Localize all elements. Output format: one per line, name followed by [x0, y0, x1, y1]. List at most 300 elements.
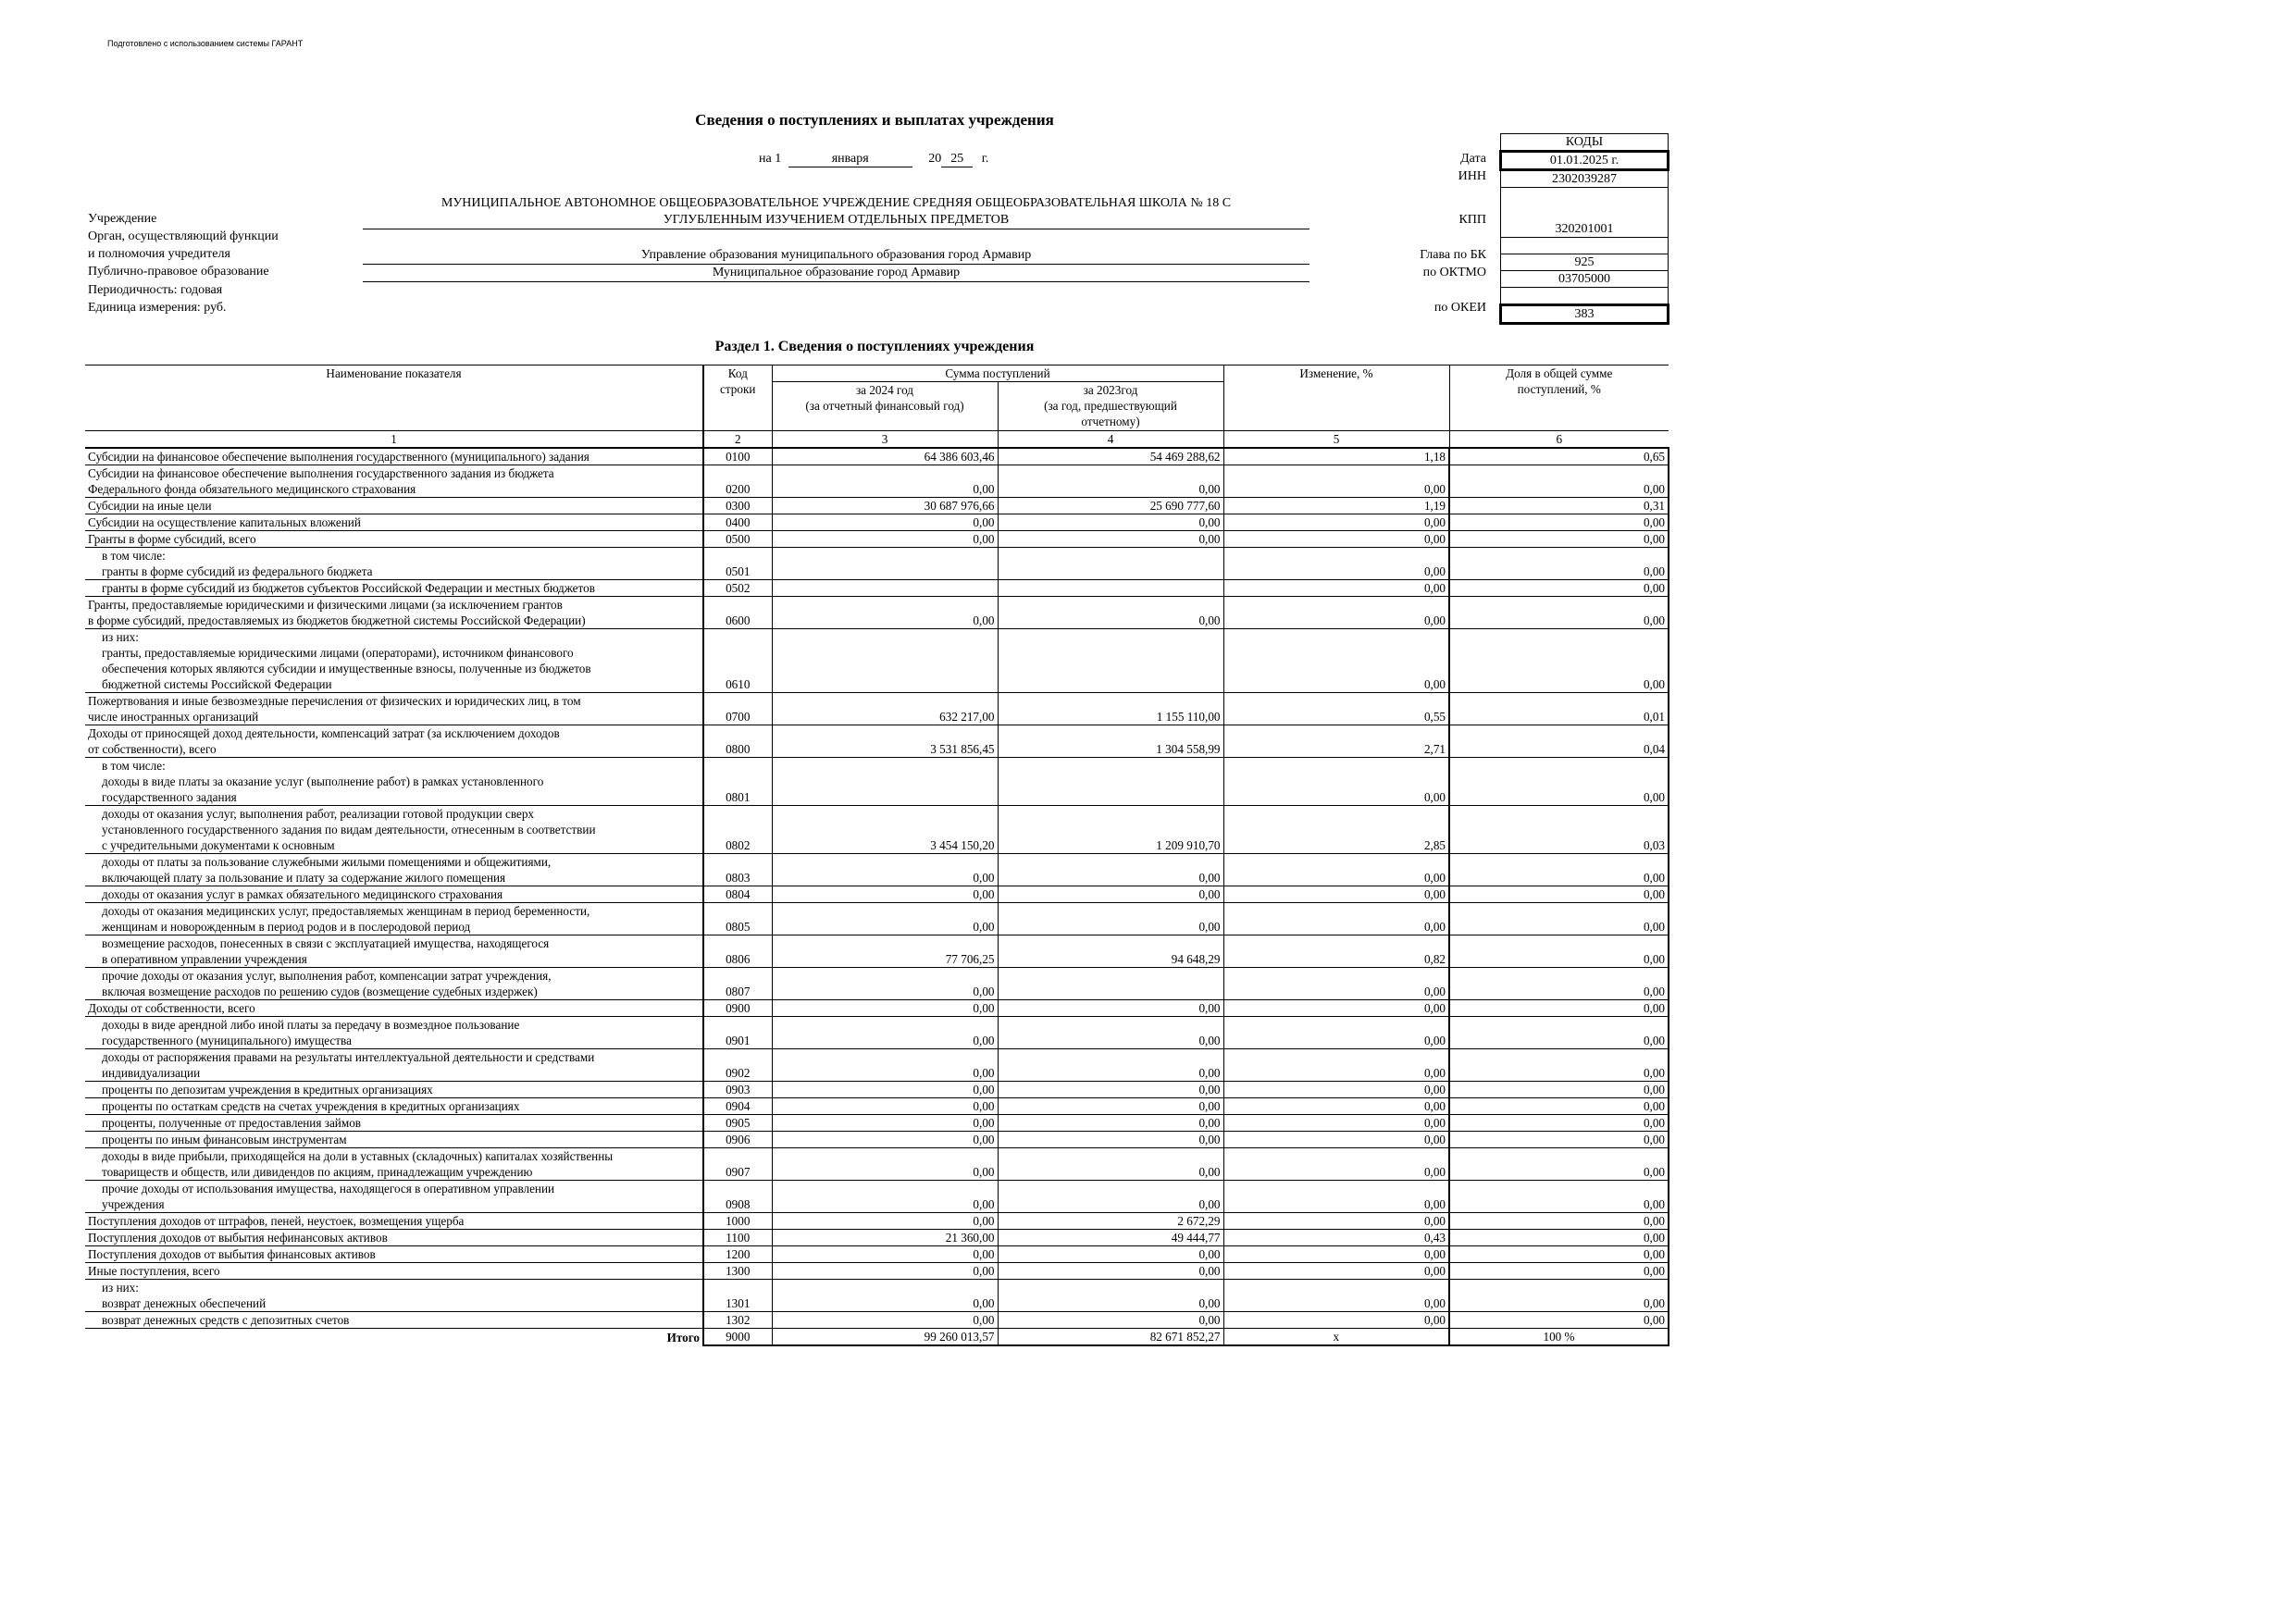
table-row	[85, 1280, 1669, 1312]
table-row	[85, 514, 1669, 531]
table-row	[85, 1098, 1669, 1115]
row-name: Иные поступления, всего	[85, 1263, 703, 1280]
table-row	[85, 1000, 1669, 1017]
row-value-2023: 0,00	[998, 1049, 1223, 1082]
row-share: 0,00	[1449, 1115, 1669, 1132]
row-name: доходы от платы за пользование служебными жилыми помещениями и общежитиями, включающей плату за пользование и плату за содержание жилого помещения	[85, 854, 703, 886]
row-change: 0,00	[1223, 1280, 1449, 1312]
unit-of-measure: Единица измерения: руб.	[88, 301, 227, 315]
row-value-2023: 0,00	[998, 1246, 1223, 1263]
row-change: 0,55	[1223, 693, 1449, 725]
row-name: Пожертвования и иные безвозмездные перечисления от физических и юридических лиц, в том числе иностранных организаций	[85, 693, 703, 725]
table-row	[85, 629, 1669, 693]
codes-blank-cell	[1501, 188, 1669, 222]
row-name: Гранты в форме субсидий, всего	[85, 531, 703, 548]
row-code: 0802	[703, 806, 772, 854]
row-change: 1,18	[1223, 448, 1449, 465]
row-value-2024: 30 687 976,66	[772, 498, 998, 514]
row-value-2024: 0,00	[772, 968, 998, 1000]
row-share: 0,00	[1449, 1098, 1669, 1115]
codes-okei-label: по ОКЕИ	[1433, 301, 1486, 315]
row-value-2023	[998, 580, 1223, 597]
row-share: 0,00	[1449, 548, 1669, 580]
row-change: 0,00	[1223, 514, 1449, 531]
col-2024-header	[772, 382, 998, 431]
row-value-2024: 0,00	[772, 1098, 998, 1115]
table-row	[85, 1049, 1669, 1082]
row-change: 0,00	[1223, 1132, 1449, 1148]
row-share: 0,00	[1449, 1263, 1669, 1280]
row-value-2024: 3 454 150,20	[772, 806, 998, 854]
row-name: Поступления доходов от выбытия финансовых активов	[85, 1246, 703, 1263]
colnum-1: 1	[85, 431, 703, 449]
total-row	[85, 1329, 1669, 1346]
row-code: 0300	[703, 498, 772, 514]
colnum-3: 3	[772, 431, 998, 449]
row-name: возврат денежных средств с депозитных счетов	[85, 1312, 703, 1329]
codes-table	[1499, 133, 1669, 325]
codes-kpp-label: КПП	[1458, 213, 1486, 227]
row-code: 1100	[703, 1230, 772, 1246]
colnum-5: 5	[1223, 431, 1449, 449]
row-change: 0,00	[1223, 465, 1449, 498]
row-name: прочие доходы от использования имущества, находящегося в оперативном управлении учреждения	[85, 1181, 703, 1213]
table-row	[85, 1246, 1669, 1263]
row-value-2024	[772, 548, 998, 580]
row-value-2024: 0,00	[772, 903, 998, 935]
table-row	[85, 531, 1669, 548]
codes-bk-label: Глава по БК	[1420, 248, 1486, 262]
row-name: в том числе: гранты в форме субсидий из федерального бюджета	[85, 548, 703, 580]
row-share: 0,00	[1449, 580, 1669, 597]
row-value-2023: 0,00	[998, 1148, 1223, 1181]
table-row	[85, 1132, 1669, 1148]
periodicity: Периодичность: годовая	[88, 283, 223, 297]
colnum-6: 6	[1449, 431, 1669, 449]
table-row	[85, 693, 1669, 725]
row-change: 0,00	[1223, 1312, 1449, 1329]
row-value-2023: 0,00	[998, 531, 1223, 548]
row-name: Поступления доходов от выбытия нефинансовых активов	[85, 1230, 703, 1246]
row-name: из них: гранты, предоставляемые юридическими лицами (операторами), источником финансового обеспечения которых являются субсидии и имущественные взносы, полученные из бюджетов бюджетной системы Российской Федерации	[85, 629, 703, 693]
codes-kpp-value: 320201001	[1501, 221, 1669, 238]
row-name: Гранты, предоставляемые юридическими и физическими лицами (за исключением грантов в форме субсидий, предоставляемых из бюджетов бюджетной системы Российской Федерации)	[85, 597, 703, 629]
table-row	[85, 903, 1669, 935]
row-value-2023: 0,00	[998, 903, 1223, 935]
row-code: 0700	[703, 693, 772, 725]
row-value-2024: 3 531 856,45	[772, 725, 998, 758]
total-2024: 99 260 013,57	[772, 1329, 998, 1346]
row-code: 0610	[703, 629, 772, 693]
row-name: доходы в виде арендной либо иной платы за передачу в возмездное пользование государственного (муниципального) имущества	[85, 1017, 703, 1049]
row-code: 1300	[703, 1263, 772, 1280]
row-value-2023: 0,00	[998, 1082, 1223, 1098]
row-value-2023: 0,00	[998, 465, 1223, 498]
row-share: 0,00	[1449, 1049, 1669, 1082]
row-value-2024: 0,00	[772, 1132, 998, 1148]
row-value-2023: 25 690 777,60	[998, 498, 1223, 514]
row-change: 0,00	[1223, 1017, 1449, 1049]
institution-field	[363, 194, 1309, 229]
col-change-header: Изменение, %	[1223, 365, 1449, 431]
row-value-2023	[998, 629, 1223, 693]
table-row	[85, 465, 1669, 498]
row-code: 0903	[703, 1082, 772, 1098]
col-name-header: Наименование показателя	[85, 365, 703, 431]
table-row	[85, 1263, 1669, 1280]
row-change: 0,00	[1223, 1082, 1449, 1098]
row-value-2023: 0,00	[998, 514, 1223, 531]
table-row	[85, 854, 1669, 886]
row-value-2023: 0,00	[998, 597, 1223, 629]
row-name: доходы в виде прибыли, приходящейся на доли в уставных (складочных) капиталах хозяйственны товариществ и обществ, или дивидендов по акциям, принадлежащим учреждению	[85, 1148, 703, 1181]
row-code: 0500	[703, 531, 772, 548]
row-change: 0,00	[1223, 1148, 1449, 1181]
row-name: из них: возврат денежных обеспечений	[85, 1280, 703, 1312]
codes-blank-cell-2	[1501, 238, 1669, 254]
row-value-2024: 0,00	[772, 1181, 998, 1213]
row-change: 0,00	[1223, 1049, 1449, 1082]
row-value-2024: 0,00	[772, 1017, 998, 1049]
row-change: 0,00	[1223, 903, 1449, 935]
row-value-2023: 49 444,77	[998, 1230, 1223, 1246]
col-code-header	[703, 365, 772, 431]
row-value-2024: 632 217,00	[772, 693, 998, 725]
row-value-2024: 0,00	[772, 514, 998, 531]
row-change: 0,82	[1223, 935, 1449, 968]
row-value-2024: 0,00	[772, 1000, 998, 1017]
row-change: 0,00	[1223, 1115, 1449, 1132]
row-share: 0,00	[1449, 629, 1669, 693]
row-code: 1000	[703, 1213, 772, 1230]
institution-line1: МУНИЦИПАЛЬНОЕ АВТОНОМНОЕ ОБЩЕОБРАЗОВАТЕЛЬНОЕ УЧРЕЖДЕНИЕ СРЕДНЯЯ ОБЩЕОБРАЗОВАТЕЛЬНАЯ ШКОЛА № 18 С	[441, 196, 1232, 210]
row-value-2024: 0,00	[772, 1082, 998, 1098]
row-share: 0,00	[1449, 1000, 1669, 1017]
codes-date-value: 01.01.2025 г.	[1501, 152, 1669, 170]
row-value-2023: 0,00	[998, 1280, 1223, 1312]
row-share: 0,00	[1449, 758, 1669, 806]
row-value-2024: 0,00	[772, 465, 998, 498]
table-body	[85, 448, 1669, 1329]
row-value-2023: 0,00	[998, 1132, 1223, 1148]
row-code: 0600	[703, 597, 772, 629]
row-name: в том числе: доходы в виде платы за оказание услуг (выполнение работ) в рамках установленного государственного задания	[85, 758, 703, 806]
row-change: 0,00	[1223, 1263, 1449, 1280]
col-share-header	[1449, 365, 1669, 431]
row-change: 0,00	[1223, 886, 1449, 903]
row-code: 0800	[703, 725, 772, 758]
row-value-2023: 0,00	[998, 1312, 1223, 1329]
row-value-2023	[998, 968, 1223, 1000]
row-change: 2,71	[1223, 725, 1449, 758]
row-change: 0,00	[1223, 629, 1449, 693]
row-value-2024: 0,00	[772, 886, 998, 903]
total-2023: 82 671 852,27	[998, 1329, 1223, 1346]
row-name: Доходы от собственности, всего	[85, 1000, 703, 1017]
row-change: 0,00	[1223, 548, 1449, 580]
row-value-2024: 0,00	[772, 1312, 998, 1329]
row-share: 0,00	[1449, 1148, 1669, 1181]
row-value-2024: 0,00	[772, 1263, 998, 1280]
table-row	[85, 580, 1669, 597]
column-numbers-row	[85, 431, 1669, 449]
row-code: 0502	[703, 580, 772, 597]
total-change: x	[1223, 1329, 1449, 1346]
document-title: Сведения о поступлениях и выплатах учреждения	[695, 111, 1054, 129]
row-name: проценты, полученные от предоставления займов	[85, 1115, 703, 1132]
codes-oktmo-label: по ОКТМО	[1422, 266, 1486, 279]
codes-okei-value: 383	[1501, 305, 1669, 324]
row-code: 0801	[703, 758, 772, 806]
row-value-2023: 1 155 110,00	[998, 693, 1223, 725]
col-code-header-1: Код	[727, 366, 748, 380]
col-share-header-1: Доля в общей сумме	[1506, 366, 1613, 380]
row-name: доходы от распоряжения правами на результаты интеллектуальной деятельности и средствами индивидуализации	[85, 1049, 703, 1082]
row-value-2024: 0,00	[772, 1213, 998, 1230]
col-code-header-2: строки	[720, 382, 756, 396]
row-code: 0400	[703, 514, 772, 531]
codes-blank-cell-3	[1501, 288, 1669, 305]
section-title: Раздел 1. Сведения о поступлениях учреждения	[714, 339, 1035, 354]
row-code: 0805	[703, 903, 772, 935]
codes-inn-label: ИНН	[1458, 169, 1486, 183]
table-row	[85, 1213, 1669, 1230]
row-code: 0908	[703, 1181, 772, 1213]
row-value-2024: 21 360,00	[772, 1230, 998, 1246]
table-row	[85, 448, 1669, 465]
row-code: 0807	[703, 968, 772, 1000]
row-name: прочие доходы от оказания услуг, выполнения работ, компенсации затрат учреждения, включая возмещение расходов по решению судов (возмещение судебных издержек)	[85, 968, 703, 1000]
col-2023-header	[998, 382, 1223, 431]
row-name: Доходы от приносящей доход деятельности, компенсаций затрат (за исключением доходов от собственности), всего	[85, 725, 703, 758]
row-value-2023: 0,00	[998, 854, 1223, 886]
table-row	[85, 725, 1669, 758]
row-value-2023: 0,00	[998, 1017, 1223, 1049]
table-row	[85, 1312, 1669, 1329]
codes-inn-value: 2302039287	[1501, 170, 1669, 188]
row-name: Субсидии на финансовое обеспечение выполнения государственного (муниципального) задания	[85, 448, 703, 465]
row-change: 0,00	[1223, 1098, 1449, 1115]
row-value-2024: 0,00	[772, 1246, 998, 1263]
organ-field: Управление образования муниципального образования город Армавир	[363, 247, 1309, 265]
row-name: проценты по остаткам средств на счетах учреждения в кредитных организациях	[85, 1098, 703, 1115]
table-row	[85, 1115, 1669, 1132]
row-value-2024: 0,00	[772, 531, 998, 548]
table-row	[85, 806, 1669, 854]
row-code: 0902	[703, 1049, 772, 1082]
codes-header: КОДЫ	[1501, 134, 1669, 152]
row-name: Поступления доходов от штрафов, пеней, неустоек, возмещения ущерба	[85, 1213, 703, 1230]
row-change: 0,00	[1223, 597, 1449, 629]
row-value-2023: 54 469 288,62	[998, 448, 1223, 465]
table-row	[85, 1082, 1669, 1098]
codes-date-label: Дата	[1460, 152, 1486, 166]
table-row	[85, 548, 1669, 580]
row-code: 0806	[703, 935, 772, 968]
col-2023-header-2: (за год, предшествующий	[1044, 399, 1177, 413]
row-code: 0804	[703, 886, 772, 903]
row-value-2024: 0,00	[772, 1148, 998, 1181]
row-name: проценты по иным финансовым инструментам	[85, 1132, 703, 1148]
total-share: 100 %	[1449, 1329, 1669, 1346]
row-code: 0200	[703, 465, 772, 498]
row-change: 0,00	[1223, 1000, 1449, 1017]
row-value-2023: 94 648,29	[998, 935, 1223, 968]
col-2024-header-1: за 2024 год	[855, 383, 914, 397]
table-row	[85, 968, 1669, 1000]
row-value-2023	[998, 548, 1223, 580]
row-code: 0907	[703, 1148, 772, 1181]
row-change: 0,00	[1223, 968, 1449, 1000]
row-name: Субсидии на финансовое обеспечение выполнения государственного задания из бюджета Федерального фонда обязательного медицинского страхования	[85, 465, 703, 498]
institution-line2: УГЛУБЛЕННЫМ ИЗУЧЕНИЕМ ОТДЕЛЬНЫХ ПРЕДМЕТОВ	[363, 212, 1309, 229]
colnum-2: 2	[703, 431, 772, 449]
date-month: января	[788, 152, 912, 167]
row-code: 0900	[703, 1000, 772, 1017]
row-value-2023: 0,00	[998, 1098, 1223, 1115]
row-change: 0,00	[1223, 531, 1449, 548]
table-row	[85, 1230, 1669, 1246]
date-suffix: г.	[981, 152, 989, 166]
colnum-4: 4	[998, 431, 1223, 449]
row-share: 0,01	[1449, 693, 1669, 725]
date-year: 25	[941, 152, 973, 167]
row-share: 0,00	[1449, 1246, 1669, 1263]
table-header-row	[85, 365, 1669, 382]
codes-bk-value: 925	[1501, 254, 1669, 271]
garant-note: Подготовлено с использованием системы ГАРАНТ	[107, 39, 304, 48]
table-row	[85, 597, 1669, 629]
total-label: Итого	[666, 1331, 700, 1344]
row-value-2024: 77 706,25	[772, 935, 998, 968]
ppo-field: Муниципальное образование город Армавир	[363, 265, 1309, 282]
row-value-2023: 0,00	[998, 1000, 1223, 1017]
row-value-2024	[772, 580, 998, 597]
row-share: 0,00	[1449, 1280, 1669, 1312]
table-row	[85, 886, 1669, 903]
col-sum-header: Сумма поступлений	[772, 365, 1223, 382]
row-share: 0,65	[1449, 448, 1669, 465]
row-share: 0,31	[1449, 498, 1669, 514]
table-row	[85, 758, 1669, 806]
row-value-2023: 0,00	[998, 1263, 1223, 1280]
row-share: 0,00	[1449, 886, 1669, 903]
row-share: 0,00	[1449, 1017, 1669, 1049]
report-date-line	[759, 152, 988, 167]
col-share-header-2: поступлений, %	[1517, 382, 1601, 396]
row-share: 0,00	[1449, 903, 1669, 935]
label-ppo: Публично-правовое образование	[88, 265, 269, 279]
row-value-2023: 1 209 910,70	[998, 806, 1223, 854]
col-2023-header-3: отчетному)	[1081, 415, 1140, 428]
row-value-2023: 1 304 558,99	[998, 725, 1223, 758]
row-code: 0905	[703, 1115, 772, 1132]
row-change: 2,85	[1223, 806, 1449, 854]
row-value-2024	[772, 758, 998, 806]
row-share: 0,00	[1449, 1213, 1669, 1230]
row-name: доходы от оказания услуг, выполнения работ, реализации готовой продукции сверх установленного государственного задания по видам деятельности, отнесенным в соответствии с учредительными документами к основным	[85, 806, 703, 854]
row-share: 0,00	[1449, 1082, 1669, 1098]
row-change: 0,00	[1223, 1181, 1449, 1213]
row-share: 0,00	[1449, 968, 1669, 1000]
row-code: 0501	[703, 548, 772, 580]
table-row	[85, 1148, 1669, 1181]
row-code: 0803	[703, 854, 772, 886]
row-code: 0904	[703, 1098, 772, 1115]
date-year-prefix: 20	[928, 152, 942, 166]
row-share: 0,00	[1449, 935, 1669, 968]
row-value-2023: 0,00	[998, 1115, 1223, 1132]
row-change: 0,00	[1223, 758, 1449, 806]
row-value-2023: 2 672,29	[998, 1213, 1223, 1230]
label-institution: Учреждение	[88, 212, 157, 226]
row-change: 0,43	[1223, 1230, 1449, 1246]
row-name: возмещение расходов, понесенных в связи с эксплуатацией имущества, находящегося в оперативном управлении учреждения	[85, 935, 703, 968]
codes-oktmo-value: 03705000	[1501, 271, 1669, 288]
row-code: 1302	[703, 1312, 772, 1329]
total-code: 9000	[703, 1329, 772, 1346]
row-code: 0100	[703, 448, 772, 465]
row-name: доходы от оказания услуг в рамках обязательного медицинского страхования	[85, 886, 703, 903]
row-change: 1,19	[1223, 498, 1449, 514]
row-code: 1301	[703, 1280, 772, 1312]
table-row	[85, 1181, 1669, 1213]
table-row	[85, 1017, 1669, 1049]
row-share: 0,03	[1449, 806, 1669, 854]
row-value-2024	[772, 629, 998, 693]
col-2024-header-2: (за отчетный финансовый год)	[805, 399, 964, 413]
row-value-2023: 0,00	[998, 886, 1223, 903]
row-code: 1200	[703, 1246, 772, 1263]
row-share: 0,00	[1449, 1181, 1669, 1213]
row-value-2023	[998, 758, 1223, 806]
row-value-2024: 0,00	[772, 1049, 998, 1082]
row-share: 0,00	[1449, 1132, 1669, 1148]
date-prefix: на 1	[759, 152, 782, 166]
table-row	[85, 935, 1669, 968]
label-organ-1: Орган, осуществляющий функции	[88, 229, 279, 243]
row-share: 0,00	[1449, 1312, 1669, 1329]
col-2023-header-1: за 2023год	[1083, 383, 1138, 397]
receipts-table	[85, 365, 1669, 1346]
row-code: 0901	[703, 1017, 772, 1049]
row-code: 0906	[703, 1132, 772, 1148]
row-name: гранты в форме субсидий из бюджетов субъектов Российской Федерации и местных бюджетов	[85, 580, 703, 597]
row-share: 0,00	[1449, 854, 1669, 886]
row-value-2024: 0,00	[772, 1115, 998, 1132]
row-change: 0,00	[1223, 580, 1449, 597]
row-share: 0,00	[1449, 1230, 1669, 1246]
row-value-2024: 64 386 603,46	[772, 448, 998, 465]
table-row	[85, 498, 1669, 514]
row-name: Субсидии на осуществление капитальных вложений	[85, 514, 703, 531]
row-share: 0,00	[1449, 531, 1669, 548]
row-share: 0,00	[1449, 597, 1669, 629]
row-share: 0,04	[1449, 725, 1669, 758]
row-value-2024: 0,00	[772, 597, 998, 629]
row-value-2024: 0,00	[772, 854, 998, 886]
row-change: 0,00	[1223, 1213, 1449, 1230]
row-name: Субсидии на иные цели	[85, 498, 703, 514]
row-name: проценты по депозитам учреждения в кредитных организациях	[85, 1082, 703, 1098]
row-change: 0,00	[1223, 854, 1449, 886]
row-value-2024: 0,00	[772, 1280, 998, 1312]
row-name: доходы от оказания медицинских услуг, предоставляемых женщинам в период беременности, женщинам и новорожденным в период родов и в послеродовой период	[85, 903, 703, 935]
row-value-2023: 0,00	[998, 1181, 1223, 1213]
row-share: 0,00	[1449, 514, 1669, 531]
label-organ-2: и полномочия учредителя	[88, 247, 230, 261]
row-share: 0,00	[1449, 465, 1669, 498]
